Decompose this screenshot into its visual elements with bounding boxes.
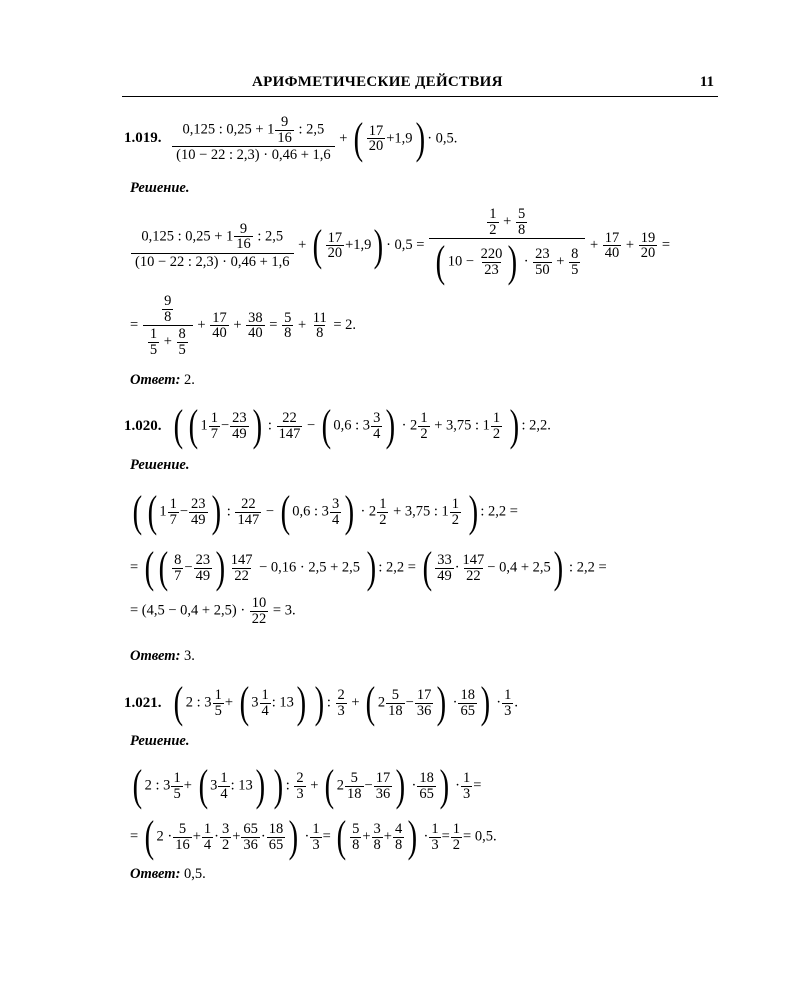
problem-1019-solution-line-1: 0,125 : 0,25 + 1 $\frac{9}{16}$ : 2,5 (10 − 22 : 2,3) · 0,46 + 1,6 + ( $\frac{17}{20}$ +1,9) · 0,5 = $\frac{1}{2}$ + $\frac{5}{8}$ ( 10 − $\frac{220}{23}$ ) · $\frac{23}{50}$ + $\frac{8}{5}$ + $\frac{17}{40}$ + $\frac{19}{20}$ = — [130, 206, 670, 285]
problem-1020-answer: Ответ: 3. — [130, 648, 195, 665]
problem-1019-solution-line-2: = $\frac{9}{8}$ $\frac{1}{5}$ + $\frac{8}{5}$ + $\frac{17}{40}$ + $\frac{38}{40}$ = $\frac{5}{8}$ + $\frac{11}{8}$ = 2. — [130, 293, 357, 358]
problem-number: 1.020. — [124, 417, 162, 434]
problem-1021-solution-line-1: ( 2 : 3 $\frac{1}{5}$ + ( 3 $\frac{1}{4}$ : 13) ) : $\frac{2}{3}$ + ( 2 $\frac{5}{18}$ − $\frac{17}{36}$ ) · $\frac{18}{65}$ ) · $\frac{1}{3}$ = — [132, 761, 482, 810]
problem-1021-answer: Ответ: 0,5. — [130, 866, 206, 883]
problem-1019-solution-label: Решение. — [130, 180, 190, 197]
problem-1021-solution-label: Решение. — [130, 733, 190, 750]
problem-1021-solution-line-2: = ( 2 · $\frac{5}{16}$ + $\frac{1}{4}$ · $\frac{3}{2}$ + $\frac{65}{36}$ · $\frac{18}{65}$ ) · $\frac{1}{3}$ = ( $\frac{5}{8}$ + $\frac{3}{8}$ + $\frac{4}{8}$ ) · $\frac{1}{3}$ = $\frac{1}{2}$ = 0,5. — [130, 812, 497, 861]
problem-number: 1.021. — [124, 694, 162, 711]
problem-1020-solution-line-3: = (4,5 − 0,4 + 2,5) · $\frac{10}{22}$ = 3. — [130, 595, 296, 627]
page-header — [122, 74, 718, 96]
problem-1019-answer: Ответ: 2. — [130, 372, 195, 389]
header-rule — [122, 96, 718, 97]
running-title: АРИФМЕТИЧЕСКИЕ ДЕЙСТВИЯ — [252, 74, 503, 90]
page-number: 11 — [699, 74, 714, 90]
problem-1020-solution-line-1: ( ( 1 $\frac{1}{7}$ − $\frac{23}{49}$ ) : $\frac{22}{147}$ − ( 0,6 : 3 $\frac{3}{4}$ ) · 2 $\frac{1}{2}$ + 3,75 : 1 $\frac{1}{2}$ ) : 2,2 = — [132, 487, 518, 536]
problem-1020-solution-label: Решение. — [130, 457, 190, 474]
problem-number: 1.019. — [124, 130, 162, 147]
problem-1020-solution-line-2: = ( ( $\frac{8}{7}$ − $\frac{23}{49}$ ) $\frac{147}{22}$ − 0,16 · 2,5 + 2,5 ) : 2,2 = ( $\frac{33}{49}$ · $\frac{147}{22}$ − 0,4 + 2,5) : 2,2 = — [130, 543, 607, 592]
problem-1020-statement: 1.020. ( ( 1 $\frac{1}{7}$ − $\frac{23}{49}$ ) : $\frac{22}{147}$ − ( 0,6 : 3 $\frac{3}{4}$ ) · 2 $\frac{1}{2}$ + 3,75 : 1 $\frac{1}{2}$ ) : 2,2. — [124, 401, 551, 450]
problem-1021-statement: 1.021. ( 2 : 3 $\frac{1}{5}$ + ( 3 $\frac{1}{4}$ : 13) ) : $\frac{2}{3}$ + ( 2 $\frac{5}{18}$ − $\frac{17}{36}$ ) · $\frac{18}{65}$ ) · $\frac{1}{3}$ . — [124, 678, 518, 727]
problem-1019-statement: 1.019. 0,125 : 0,25 + 1 $\frac{9}{16}$ : 2,5 (10 − 22 : 2,3) · 0,46 + 1,6 + ( $\frac{17}{20}$ +1,9) · 0,5. — [124, 113, 458, 163]
formula: 0,125 : 0,25 + 1 $\frac{9}{16}$ : 2,5 (10 − 22 : 2,3) · 0,46 + 1,6 — [172, 114, 335, 164]
